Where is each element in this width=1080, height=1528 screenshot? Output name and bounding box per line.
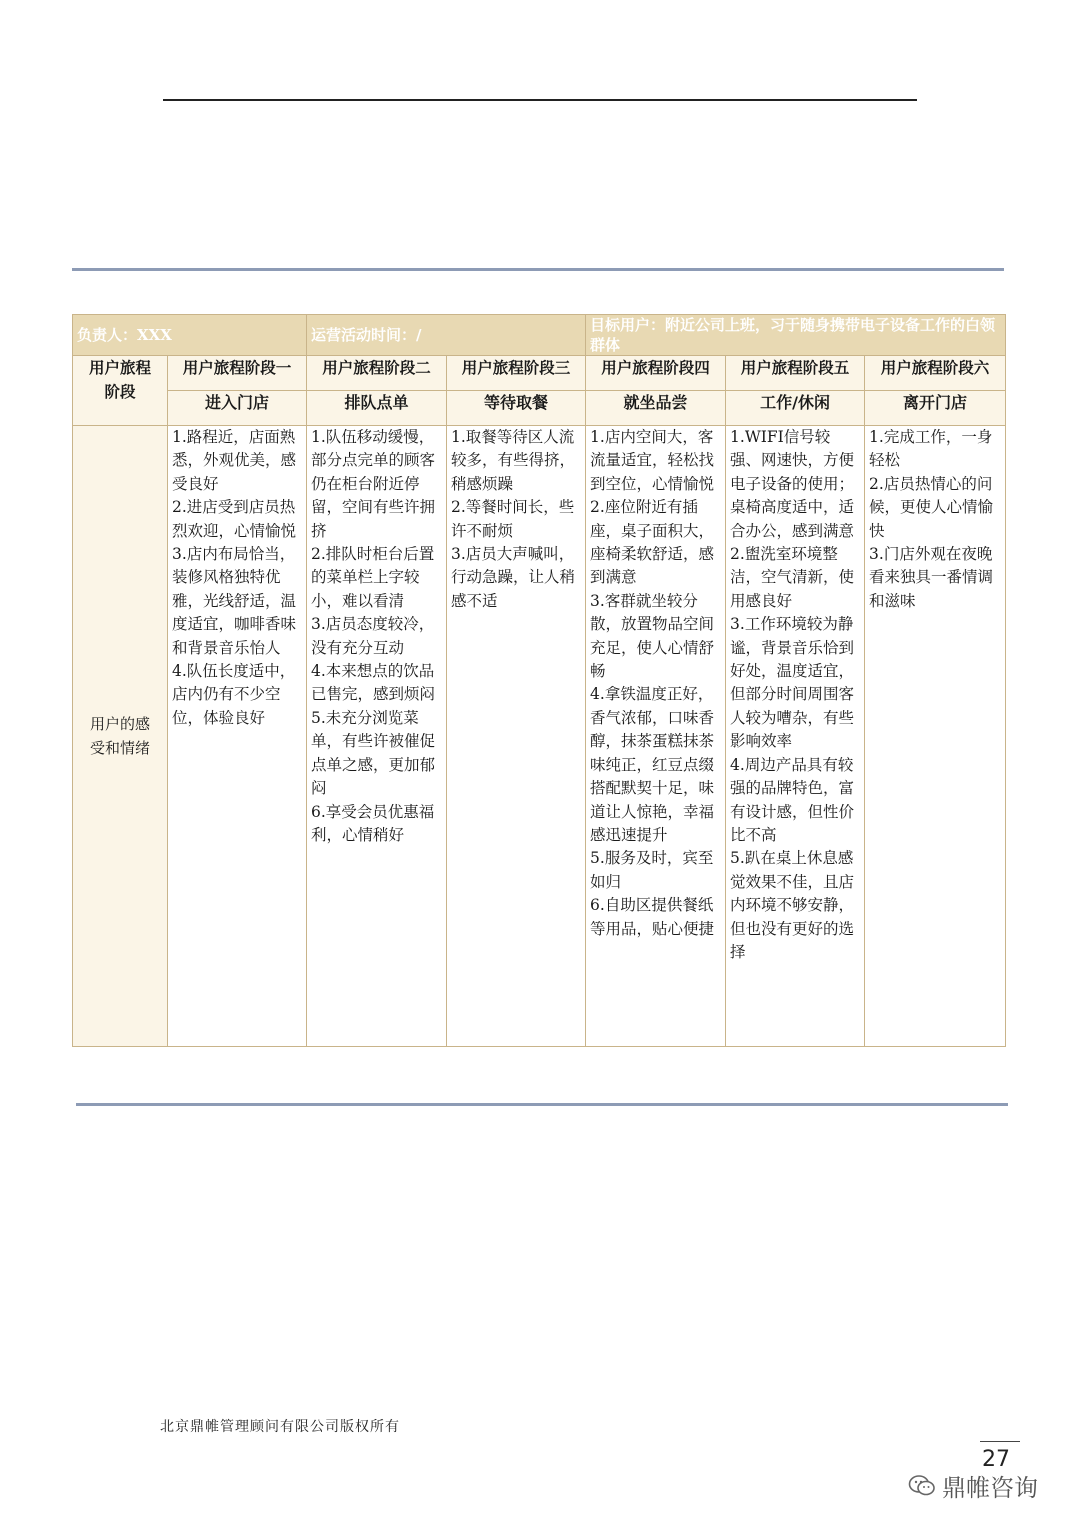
feeling-item: 4.队伍长度适中，店内仍有不少空位，体验良好	[172, 662, 296, 727]
feeling-item: 1.店内空间大，客流量适宜，轻松找到空位，心情愉悦	[590, 428, 715, 493]
feeling-item: 3.店内布局恰当，装修风格独特优雅，光线舒适，温度适宜，咖啡香味和背景音乐怡人	[172, 545, 297, 657]
feeling-item: 2.座位附近有插座，桌子面积大，座椅柔软舒适，感到满意	[590, 498, 715, 587]
copyright-notice: 北京鼎帷管理顾问有限公司版权所有	[160, 1419, 400, 1435]
activity-time-cell: 运营活动时间：/	[307, 315, 586, 356]
stage-1-feelings	[168, 426, 307, 1047]
feeling-item: 5.趴在桌上休息感觉效果不佳，且店内环境不够安静，但也没有更好的选择	[730, 849, 855, 961]
top-rule	[163, 99, 917, 101]
feeling-item: 4.拿铁温度正好，香气浓郁，口味香醇，抹茶蛋糕抹茶味纯正，红豆点缀搭配默契十足，味道让人惊艳，幸福感迅速提升	[590, 685, 715, 844]
stage-6-feelings	[865, 426, 1006, 1047]
stage-title-row	[73, 391, 1006, 426]
stage-name-5: 用户旅程阶段五	[726, 356, 865, 391]
page-number: 27	[982, 1447, 1010, 1472]
wechat-icon	[908, 1474, 936, 1498]
stage-name-3: 用户旅程阶段三	[447, 356, 586, 391]
stage-row-label: 用户旅程阶段	[73, 356, 168, 426]
stage-title-3: 等待取餐	[447, 391, 586, 426]
feeling-item: 3.客群就坐较分散，放置物品空间充足，使人心情舒畅	[590, 591, 715, 681]
feeling-item: 4.本来想点的饮品已售完，感到烦闷	[311, 662, 436, 704]
stage-title-6: 离开门店	[865, 391, 1006, 426]
stage-name-2: 用户旅程阶段二	[307, 356, 447, 391]
stage-title-4: 就坐品尝	[586, 391, 726, 426]
feeling-item: 1.WIFI信号较强、网速快，方便电子设备的使用；桌椅高度适中，适合办公，感到满意	[730, 428, 855, 540]
feeling-item: 3.门店外观在夜晚看来独具一番情调和滋味	[869, 545, 994, 610]
emotion-row-label: 用户的感受和情绪	[73, 426, 168, 1047]
emotion-row	[73, 426, 1006, 1047]
feeling-item: 1.取餐等待区人流较多，有些得挤，稍感烦躁	[451, 428, 576, 493]
owner-cell: 负责人：XXX	[73, 315, 307, 356]
user-journey-table	[72, 314, 1006, 1047]
feeling-item: 2.进店受到店员热烈欢迎，心情愉悦	[172, 498, 297, 540]
stage-3-feelings	[447, 426, 586, 1047]
section-divider-top	[72, 268, 1004, 271]
stage-name-4: 用户旅程阶段四	[586, 356, 726, 391]
feeling-item: 4.周边产品具有较强的品牌特色，富有设计感，但性价比不高	[730, 755, 855, 844]
stage-name-row	[73, 356, 1006, 391]
wechat-watermark	[908, 1468, 1038, 1503]
stage-title-5: 工作/休闲	[726, 391, 865, 426]
stage-5-feelings	[726, 426, 865, 1047]
stage-4-feelings	[586, 426, 726, 1047]
page-number-rule	[980, 1441, 1020, 1442]
stage-title-1: 进入门店	[168, 391, 307, 426]
stage-2-feelings	[307, 426, 447, 1047]
stage-title-2: 排队点单	[307, 391, 447, 426]
feeling-item: 5.服务及时，宾至如归	[590, 849, 714, 891]
feeling-item: 3.店员大声喊叫，行动急躁，让人稍感不适	[451, 545, 576, 610]
table-header-row	[73, 315, 1006, 356]
feeling-item: 6.享受会员优惠福利，心情稍好	[311, 802, 435, 844]
feeling-item: 2.排队时柜台后置的菜单栏上字较小，难以看清	[311, 545, 435, 610]
target-user-cell: 目标用户：附近公司上班，习于随身携带电子设备工作的白领群体	[586, 315, 1006, 356]
feeling-item: 2.店员热情心的问候，更使人心情愉快	[869, 474, 994, 540]
watermark-text: 鼎帷咨询	[942, 1474, 1038, 1502]
stage-name-1: 用户旅程阶段一	[168, 356, 307, 391]
feeling-item: 1.路程近，店面熟悉，外观优美，感受良好	[172, 428, 297, 493]
feeling-item: 6.自助区提供餐纸等用品，贴心便捷	[590, 896, 715, 938]
feeling-item: 2.盥洗室环境整洁，空气清新，使用感良好	[730, 545, 855, 610]
section-divider-bottom	[76, 1103, 1008, 1106]
feeling-item: 1.完成工作，一身轻松	[869, 428, 993, 470]
feeling-item: 1.队伍移动缓慢，部分点完单的顾客仍在柜台附近停留，空间有些许拥挤	[311, 428, 436, 540]
feeling-item: 5.未充分浏览菜单，有些许被催促点单之感，更加郁闷	[311, 708, 436, 798]
stage-name-6: 用户旅程阶段六	[865, 356, 1006, 391]
feeling-item: 2.等餐时间长，些许不耐烦	[451, 498, 575, 540]
feeling-item: 3.工作环境较为静谧，背景音乐恰到好处，温度适宜，但部分时间周围客人较为嘈杂，有些影响效率	[730, 615, 855, 751]
feeling-item: 3.店员态度较冷，没有充分互动	[311, 615, 435, 657]
